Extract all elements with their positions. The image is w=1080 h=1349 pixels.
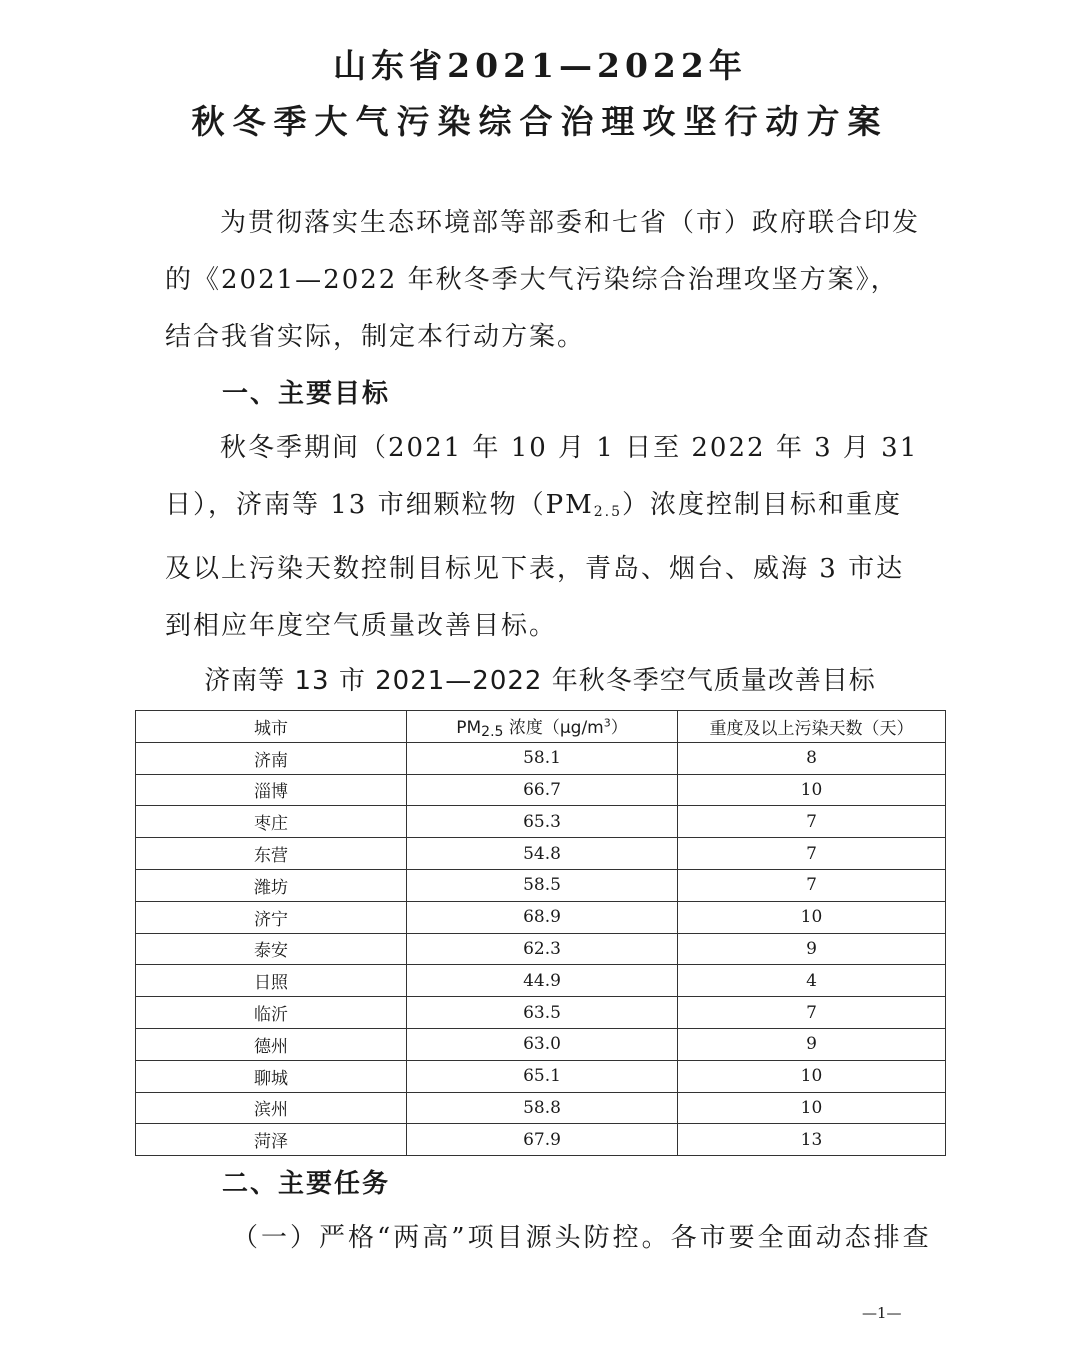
cell-pm25: 68.9 (407, 901, 678, 933)
header-pm-suffix: 浓度（μg/m (503, 717, 604, 738)
table-row (136, 901, 946, 933)
cell-days: 10 (678, 774, 946, 806)
header-pm-sup: 3 (603, 716, 611, 730)
header-pm-close: ） (610, 717, 628, 738)
cell-city: 滨州 (136, 1092, 407, 1124)
cell-pm25: 63.5 (407, 997, 678, 1029)
header-pm25 (407, 711, 678, 743)
cell-pm25: 63.0 (407, 1028, 678, 1060)
goals-paragraph (165, 420, 925, 655)
table-row (136, 774, 946, 806)
cell-pm25: 62.3 (407, 933, 678, 965)
table-row (136, 869, 946, 901)
cell-days: 8 (678, 742, 946, 774)
section-heading-tasks: 二、主要任务 (222, 1169, 391, 1199)
cell-pm25: 44.9 (407, 965, 678, 997)
goals-text-part2: ）浓度控制目标和重度及以上污染天数控制目标见下表，青岛、烟台、威海 3 市达到相应年度空气质量改善目标。 (165, 490, 905, 641)
cell-days: 4 (678, 965, 946, 997)
table-row (136, 1124, 946, 1156)
air-quality-targets-table (135, 710, 946, 1156)
cell-pm25: 54.8 (407, 838, 678, 870)
page-number: —1— (862, 1304, 902, 1322)
cell-pm25: 67.9 (407, 1124, 678, 1156)
goals-subscript: 2.5 (593, 504, 622, 520)
table-caption: 济南等 13 市 2021—2022 年秋冬季空气质量改善目标 (204, 666, 876, 696)
table-row (136, 965, 946, 997)
cell-pm25: 65.1 (407, 1060, 678, 1092)
goals-text-part1: 秋冬季期间（2021 年 10 月 1 日至 2022 年 3 月 31 日），济南等 13 市细颗粒物（PM (165, 433, 919, 520)
table-row (136, 838, 946, 870)
cell-days: 10 (678, 1060, 946, 1092)
cell-city: 泰安 (136, 933, 407, 965)
task1-paragraph: （一）严格“两高”项目源头防控。各市要全面动态排查 (232, 1223, 932, 1253)
table-row (136, 997, 946, 1029)
cell-pm25: 58.5 (407, 869, 678, 901)
cell-days: 13 (678, 1124, 946, 1156)
table-row (136, 1028, 946, 1060)
cell-city: 日照 (136, 965, 407, 997)
cell-days: 7 (678, 838, 946, 870)
section-heading-goals: 一、主要目标 (222, 379, 391, 409)
cell-city: 淄博 (136, 774, 407, 806)
table-header-row (136, 711, 946, 743)
cell-pm25: 66.7 (407, 774, 678, 806)
header-city: 城市 (136, 711, 407, 743)
intro-paragraph: 为贯彻落实生态环境部等部委和七省（市）政府联合印发的《2021—2022 年秋冬季大气污染综合治理攻坚方案》，结合我省实际，制定本行动方案。 (165, 208, 921, 352)
header-pm-sub: 2.5 (481, 723, 504, 740)
cell-days: 7 (678, 869, 946, 901)
document-title-line2: 秋冬季大气污染综合治理攻坚行动方案 (191, 102, 889, 141)
cell-city: 聊城 (136, 1060, 407, 1092)
document-title-line1: 山东省2021—2022年 (333, 46, 747, 85)
cell-pm25: 65.3 (407, 806, 678, 838)
cell-city: 潍坊 (136, 869, 407, 901)
table-row (136, 1060, 946, 1092)
cell-city: 济南 (136, 742, 407, 774)
cell-pm25: 58.8 (407, 1092, 678, 1124)
cell-days: 10 (678, 901, 946, 933)
cell-city: 济宁 (136, 901, 407, 933)
table-row (136, 1092, 946, 1124)
cell-days: 7 (678, 806, 946, 838)
cell-city: 临沂 (136, 997, 407, 1029)
table-row (136, 933, 946, 965)
cell-days: 10 (678, 1092, 946, 1124)
cell-pm25: 58.1 (407, 742, 678, 774)
cell-city: 东营 (136, 838, 407, 870)
table-row (136, 806, 946, 838)
table-row (136, 742, 946, 774)
table-body (136, 742, 946, 1155)
header-pm-prefix: PM (456, 717, 482, 738)
cell-days: 9 (678, 933, 946, 965)
cell-days: 9 (678, 1028, 946, 1060)
cell-city: 枣庄 (136, 806, 407, 838)
cell-city: 菏泽 (136, 1124, 407, 1156)
header-days: 重度及以上污染天数（天） (678, 711, 946, 743)
cell-days: 7 (678, 997, 946, 1029)
cell-city: 德州 (136, 1028, 407, 1060)
